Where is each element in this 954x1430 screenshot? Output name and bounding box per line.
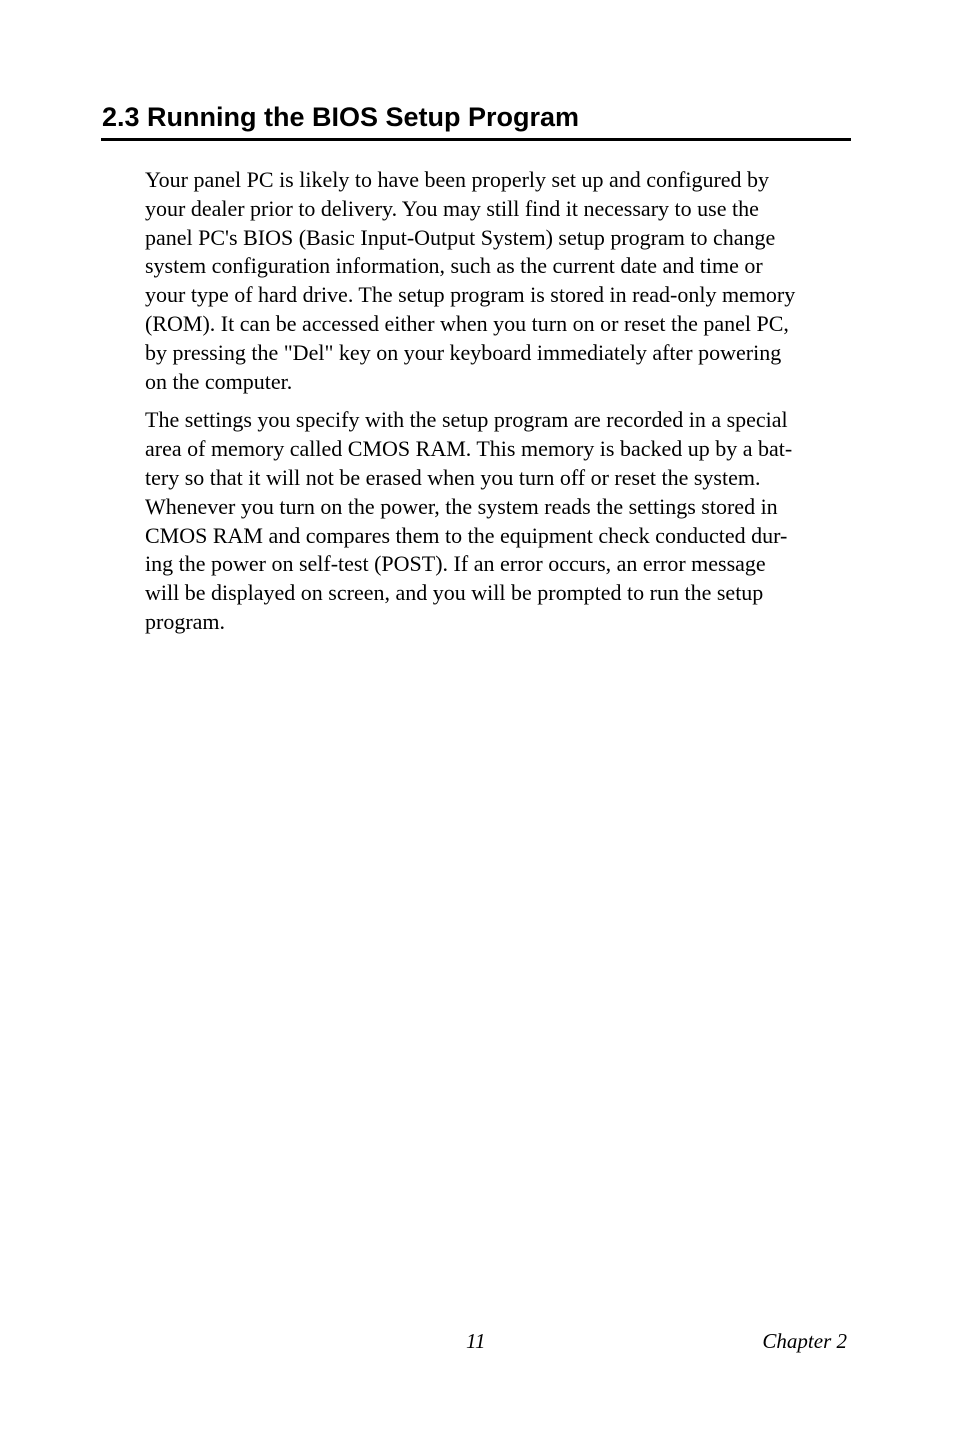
text-line: CMOS RAM and compares them to the equipment check conducted dur- <box>145 522 788 548</box>
page-footer <box>0 1326 954 1358</box>
text-line: program. <box>145 608 226 634</box>
text-line: your dealer prior to delivery. You may still find it necessary to use the <box>145 195 759 221</box>
section-heading <box>101 97 851 141</box>
text-line: on the computer. <box>145 368 293 394</box>
text-line: your type of hard drive. The setup program is stored in read-only memory <box>145 282 796 308</box>
paragraph-cmos <box>145 406 855 636</box>
text-line: by pressing the "Del" key on your keyboard immediately after powering <box>145 339 782 365</box>
text-line: The settings you specify with the setup program are recorded in a special <box>145 407 788 433</box>
text-line: system configuration information, such as the current date and time or <box>145 253 763 279</box>
body-text <box>145 166 855 647</box>
text-line: tery so that it will not be erased when you turn off or reset the system. <box>145 464 761 490</box>
text-line: (ROM). It can be accessed either when you turn on or reset the panel PC, <box>145 310 789 336</box>
text-line: ing the power on self-test (POST). If an error occurs, an error message <box>145 551 766 577</box>
text-line: Whenever you turn on the power, the system reads the settings stored in <box>145 493 778 519</box>
paragraph-intro <box>145 166 855 396</box>
text-line: will be displayed on screen, and you will be prompted to run the setup <box>145 580 764 606</box>
text-line: area of memory called CMOS RAM. This memory is backed up by a bat- <box>145 436 793 462</box>
chapter-label: Chapter 2 <box>762 1329 847 1353</box>
page-number: 11 <box>466 1329 486 1353</box>
text-line: Your panel PC is likely to have been properly set up and configured by <box>145 167 770 192</box>
section-title: 2.3 Running the BIOS Setup Program <box>102 102 580 132</box>
text-line: panel PC's BIOS (Basic Input-Output System) setup program to change <box>145 224 776 250</box>
